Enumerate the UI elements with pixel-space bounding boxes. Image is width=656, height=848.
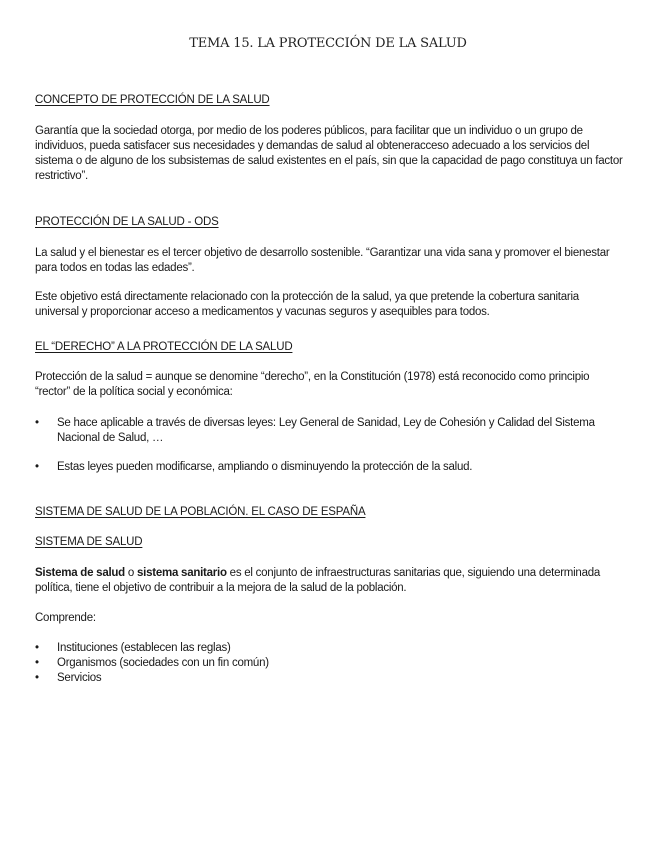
term-sistema-de-salud: Sistema de salud xyxy=(35,567,125,579)
heading-concepto: CONCEPTO DE PROTECCIÓN DE LA SALUD xyxy=(35,94,270,106)
list-item-text: Servicios xyxy=(57,672,102,684)
list-item-text: Se hace aplicable a través de diversas leyes: Ley General de Sanidad, Ley de Cohesión y Calidad del Sistema Nacional de Salud, … xyxy=(57,417,595,444)
paragraph-derecho: Protección de la salud = aunque se denomine “derecho”, en la Constitución (1978) está reconocido como principio “rector” de la política social y económica: xyxy=(35,371,590,398)
bullet-marker: • xyxy=(35,642,39,654)
list-item xyxy=(35,416,625,446)
bullet-marker: • xyxy=(35,672,39,684)
subheading-sistema-salud: SISTEMA DE SALUD xyxy=(35,536,143,548)
list-item xyxy=(35,671,625,686)
bullet-marker: • xyxy=(35,657,39,669)
list-item-text: Instituciones (establecen las reglas) xyxy=(57,642,231,654)
bullet-marker: • xyxy=(35,417,39,429)
bullet-marker: • xyxy=(35,461,39,473)
list-item xyxy=(35,656,625,671)
list-item-text: Estas leyes pueden modificarse, ampliando o disminuyendo la protección de la salud. xyxy=(57,461,473,473)
heading-derecho: EL “DERECHO” A LA PROTECCIÓN DE LA SALUD xyxy=(35,341,293,353)
list-item xyxy=(35,460,625,475)
list-item-text: Organismos (sociedades con un fin común) xyxy=(57,657,269,669)
paragraph-ods-2: Este objetivo está directamente relacionado con la protección de la salud, ya que pretende la cobertura sanitaria universal y proporcionar acceso a medicamentos y vacunas seguros y asequibles para todos. xyxy=(35,291,579,318)
paragraph-concepto: Garantía que la sociedad otorga, por medio de los poderes públicos, para facilitar que un individuo o un grupo de individuos, pueda satisfacer sus necesidades y demandas de salud al obteneracceso adecuado a los servicios del sistema o de alguno de los subsistemas de salud existentes en el país, sin que la capacidad de pago constituya un factor restrictivo”. xyxy=(35,125,623,182)
list-item xyxy=(35,641,625,656)
term-sistema-sanitario: sistema sanitario xyxy=(137,567,227,579)
paragraph-ods-1: La salud y el bienestar es el tercer objetivo de desarrollo sostenible. “Garantizar una vida sana y promover el bienestar para todos en todas las edades”. xyxy=(35,247,610,274)
document-title: TEMA 15. LA PROTECCIÓN DE LA SALUD xyxy=(189,36,467,51)
comprende-label: Comprende: xyxy=(35,612,96,624)
heading-ods: PROTECCIÓN DE LA SALUD - ODS xyxy=(35,216,219,228)
heading-sistema-poblacion: SISTEMA DE SALUD DE LA POBLACIÓN. EL CASO DE ESPAÑA xyxy=(35,506,366,518)
term-connector: o xyxy=(124,567,138,579)
paragraph-sistema-salud xyxy=(35,566,625,596)
definition-text: es el conjunto de infraestructuras sanitarias que, siguiendo una determinada política, tiene el objetivo de contribuir a la mejora de la salud de la población. xyxy=(35,567,601,594)
